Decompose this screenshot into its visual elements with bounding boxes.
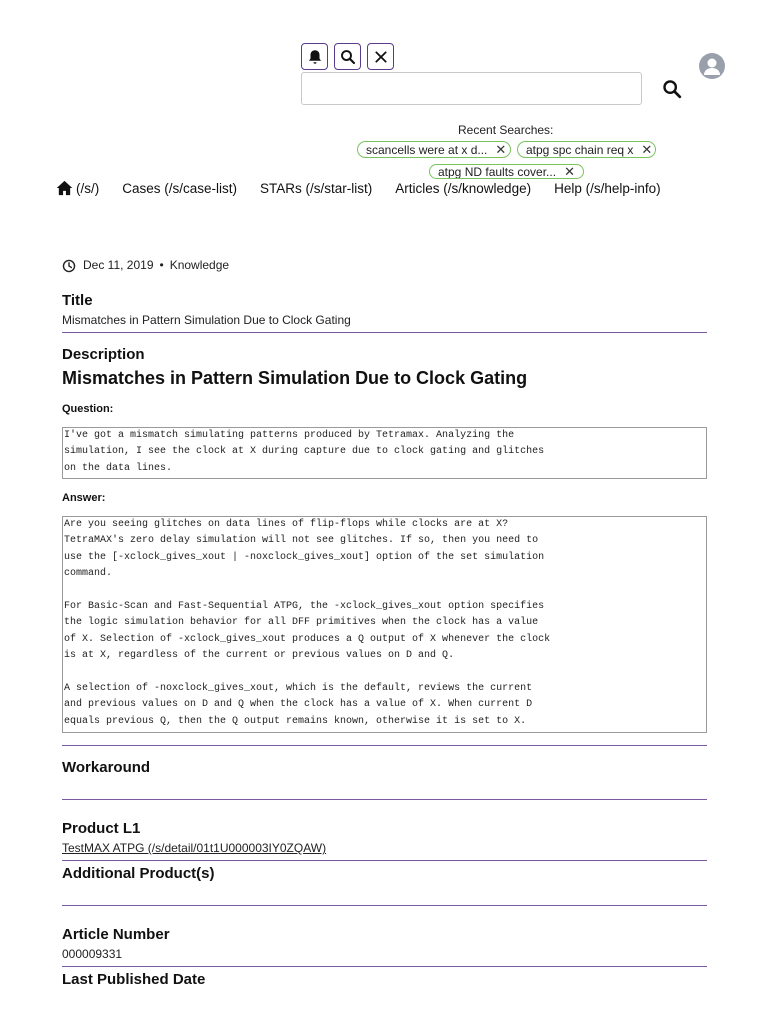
recent-search-text: scancells were at x d...: [366, 142, 488, 157]
user-icon: [699, 53, 725, 79]
divider: [62, 905, 707, 906]
nav-help[interactable]: Help (/s/help-info): [554, 180, 661, 196]
home-icon: [56, 180, 73, 196]
remove-chip-icon[interactable]: ✕: [564, 164, 575, 179]
nav-articles[interactable]: Articles (/s/knowledge): [395, 180, 532, 196]
bell-icon: [306, 48, 324, 66]
product-label: Product L1: [62, 820, 141, 837]
nav-stars[interactable]: STARs (/s/star-list): [260, 180, 373, 196]
question-text: I've got a mismatch simulating patterns produced by Tetramax. Analyzing the simulation, I see the clock at X during capture due to clock gating and glitches on the data lines.: [62, 427, 707, 479]
article-number-value: 000009331: [62, 947, 123, 961]
remove-chip-icon[interactable]: ✕: [495, 141, 507, 157]
divider: [62, 799, 707, 800]
divider: [62, 966, 707, 967]
recent-search-chip[interactable]: [357, 141, 511, 158]
divider: [62, 860, 707, 861]
main-nav: [56, 180, 661, 196]
meta-separator: •: [159, 258, 164, 272]
article-meta: [62, 257, 229, 273]
nav-home[interactable]: [56, 180, 99, 196]
remove-chip-icon[interactable]: ✕: [641, 141, 653, 157]
article-number-label: Article Number: [62, 926, 170, 943]
recent-search-text: atpg ND faults cover...: [438, 164, 557, 179]
search-input[interactable]: [301, 72, 642, 105]
close-icon: [373, 49, 389, 65]
question-label: Question:: [62, 403, 114, 415]
user-avatar[interactable]: [699, 53, 725, 79]
search-icon: [661, 78, 683, 100]
answer-text[interactable]: Are you seeing glitches on data lines of flip-flops while clocks are at X? TetraMAX's zero delay simulation will not see glitches. If so, then you need to use the [-xclock_gives_xout | -noxclock_gives_xout] option of the set simulation command. For Basic-Scan and Fast-Sequential ATPG, the -xclock_gives_xout option specifies the logic simulation behavior for all DFF primitives when the clock has a value of X. Selection of -xclock_gives_xout produces a Q output of X whenever the clock is at X, regardless of the current or previous values on D and Q. A selection of -noxclock_gives_xout, which is the default, reviews the current and previous values on D and Q when the clock has a value of X. When current D equals previous Q, then the Q output remains known, otherwise it is set to X.: [62, 516, 707, 733]
search-icon: [339, 48, 357, 66]
close-button[interactable]: [367, 43, 394, 70]
title-label: Title: [62, 292, 93, 309]
recent-search-chip[interactable]: [517, 141, 656, 158]
description-label: Description: [62, 346, 145, 363]
additional-products-label: Additional Product(s): [62, 865, 215, 882]
search-submit-button[interactable]: [661, 78, 683, 100]
search-toggle-button[interactable]: [334, 43, 361, 70]
recent-search-chip[interactable]: [429, 164, 584, 179]
product-link[interactable]: TestMAX ATPG (/s/detail/01t1U000003IY0ZQAW): [62, 841, 327, 855]
recent-searches-label: Recent Searches:: [458, 123, 554, 137]
publish-date: Dec 11, 2019: [83, 258, 154, 272]
last-published-label: Last Published Date: [62, 971, 206, 988]
description-heading: Mismatches in Pattern Simulation Due to Clock Gating: [62, 368, 528, 388]
recent-search-text: atpg spc chain req x: [526, 142, 634, 157]
answer-label: Answer:: [62, 492, 106, 504]
notifications-button[interactable]: [301, 43, 328, 70]
title-value: Mismatches in Pattern Simulation Due to Clock Gating: [62, 313, 351, 327]
workaround-label: Workaround: [62, 759, 151, 776]
nav-cases[interactable]: Cases (/s/case-list): [122, 180, 238, 196]
nav-home-label: (/s/): [76, 180, 100, 196]
divider: [62, 332, 707, 333]
article-type: Knowledge: [169, 258, 230, 272]
divider: [62, 745, 707, 746]
clock-icon: [62, 259, 76, 273]
